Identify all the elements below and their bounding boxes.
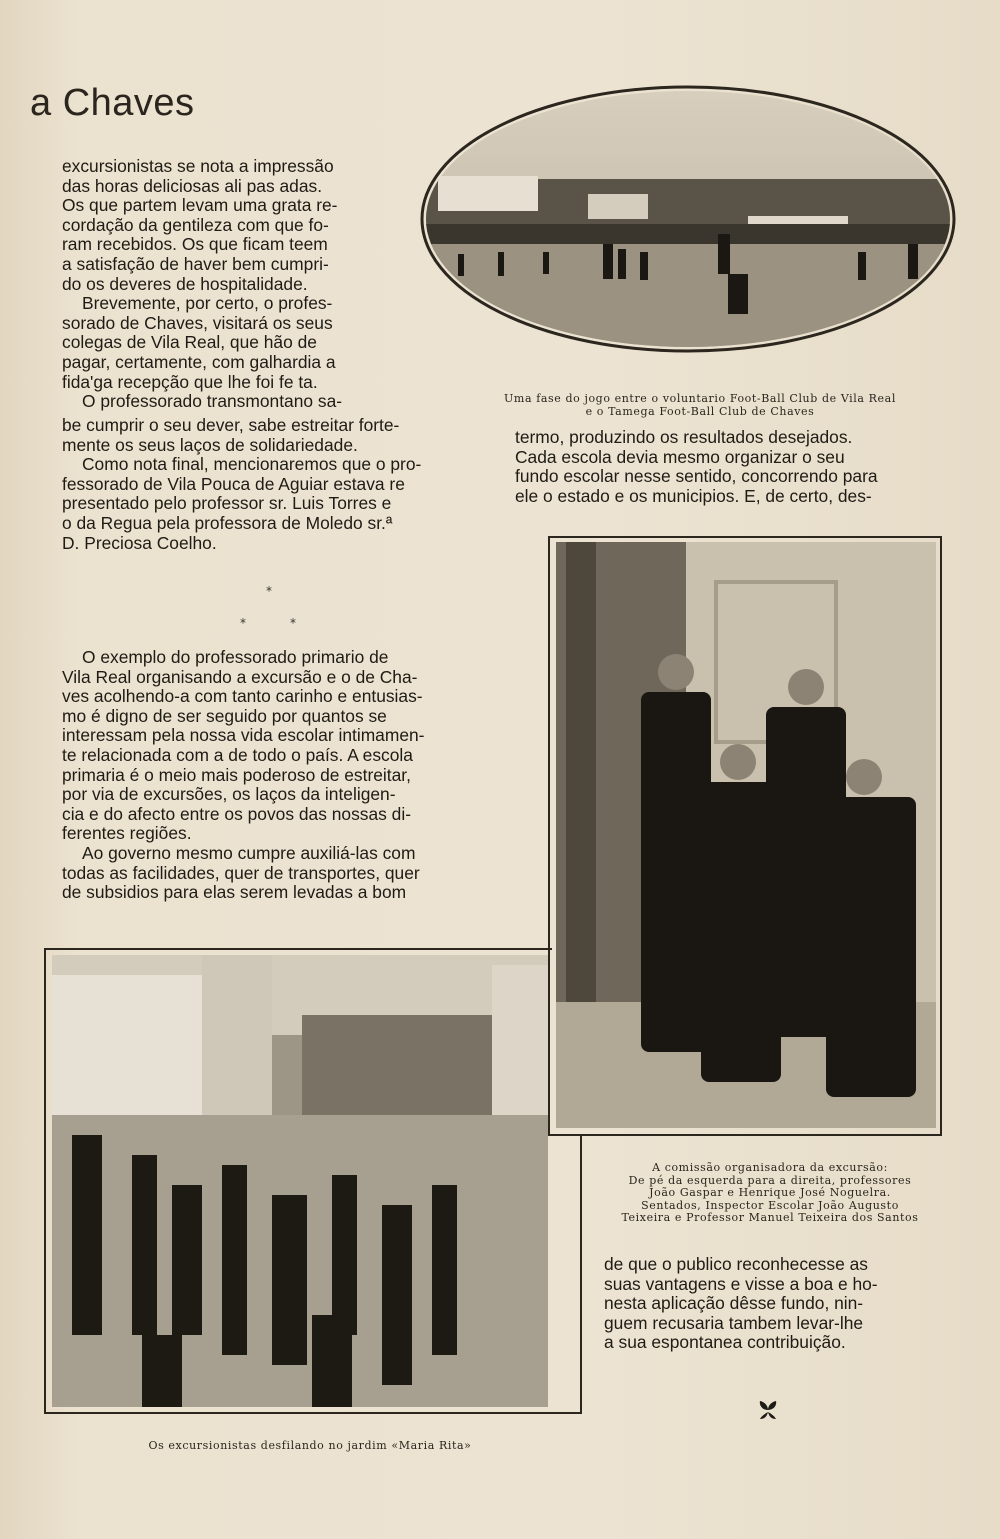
portrait-frame-top <box>548 536 942 538</box>
page-title: a Chaves <box>30 82 195 124</box>
article-column-1-section-2: O exemplo do professorado primario de Vila Real organisando a excursão e o de Cha- ves acolhendo-a com tanto carinho e entusias- mo é digno de ser seguido por quantos se interessam pela nossa vida escolar intimamen- te relacionada com a de todo o país. A escola primaria é o meio mais poderoso de estreitar, por via de excursões, os laços da inteligen- cia e do afecto entre os povos das nossas di- ferentes regiões. Ao governo mesmo cumpre auxiliá-las com todas as facilidades, quer de transportes, quer de subsidios para elas serem levadas a bom <box>62 647 425 903</box>
parade-photo <box>52 955 548 1407</box>
commission-caption: A comissão organisadora da excursão: De pé da esquerda para a direita, professores João Gaspar e Henrique José Noguelra. Sentados, Inspector Escolar João Augusto Teixeira e Professor Manuel Teixeira dos Santos <box>621 1161 919 1224</box>
parade-frame-top <box>44 948 552 950</box>
separator-star: * <box>266 584 272 598</box>
parade-frame-left <box>44 948 46 1414</box>
article-column-2: termo, produzindo os resultados desejados. Cada escola devia mesmo organizar o seu fundo escolar nesse sentido, concorrendo para ele o estado e os municipios. E, de certo, des- <box>515 427 878 506</box>
separator-star: * <box>290 616 296 630</box>
portrait-frame-bottom <box>548 1134 942 1136</box>
article-column-1: excursionistas se nota a impressão das horas deliciosas ali pas adas. Os que partem levam uma grata re- cordação da gentileza com que fo- ram recebidos. Os que ficam teem a satisfação de haver bem cumpri- do os deveres de hospitalidade. Brevemente, por certo, o profes- sorado de Chaves, visitará os seus colegas de Vila Real, que hão de pagar, certamente, com galhardia a fida'ga recepção que lhe foi fe ta. O professorado transmontano sa- <box>62 156 343 412</box>
commission-photo <box>556 542 936 1128</box>
parade-caption: Os excursionistas desfilando no jardim «Maria Rita» <box>148 1439 472 1452</box>
parade-frame-bottom <box>44 1412 582 1414</box>
portrait-frame-right <box>940 536 942 1136</box>
separator-star: * <box>240 616 246 630</box>
football-caption: Uma fase do jogo entre o voluntario Foot-Ball Club de Vila Real e o Tamega Foot-Ball Club de Chaves <box>504 392 896 418</box>
leaf-ornament-icon <box>756 1398 780 1422</box>
article-column-2-end: de que o publico reconhecesse as suas vantagens e visse a boa e ho- nesta aplicação dêsse fundo, nin- guem recusaria tambem levar-lhe a sua espontanea contribuição. <box>604 1254 878 1353</box>
parade-frame-right <box>580 1136 582 1414</box>
football-photo <box>418 84 958 354</box>
portrait-frame-left <box>548 536 550 1136</box>
article-column-1-continued: be cumprir o seu dever, sabe estreitar forte- mente os seus laços de solidariedade. Como nota final, mencionaremos que o pro- fessorado de Vila Pouca de Aguiar estava re presentado pelo professor sr. Luis Torres e o da Regua pela professora de Moledo sr.ª D. Preciosa Coelho. <box>62 415 422 553</box>
